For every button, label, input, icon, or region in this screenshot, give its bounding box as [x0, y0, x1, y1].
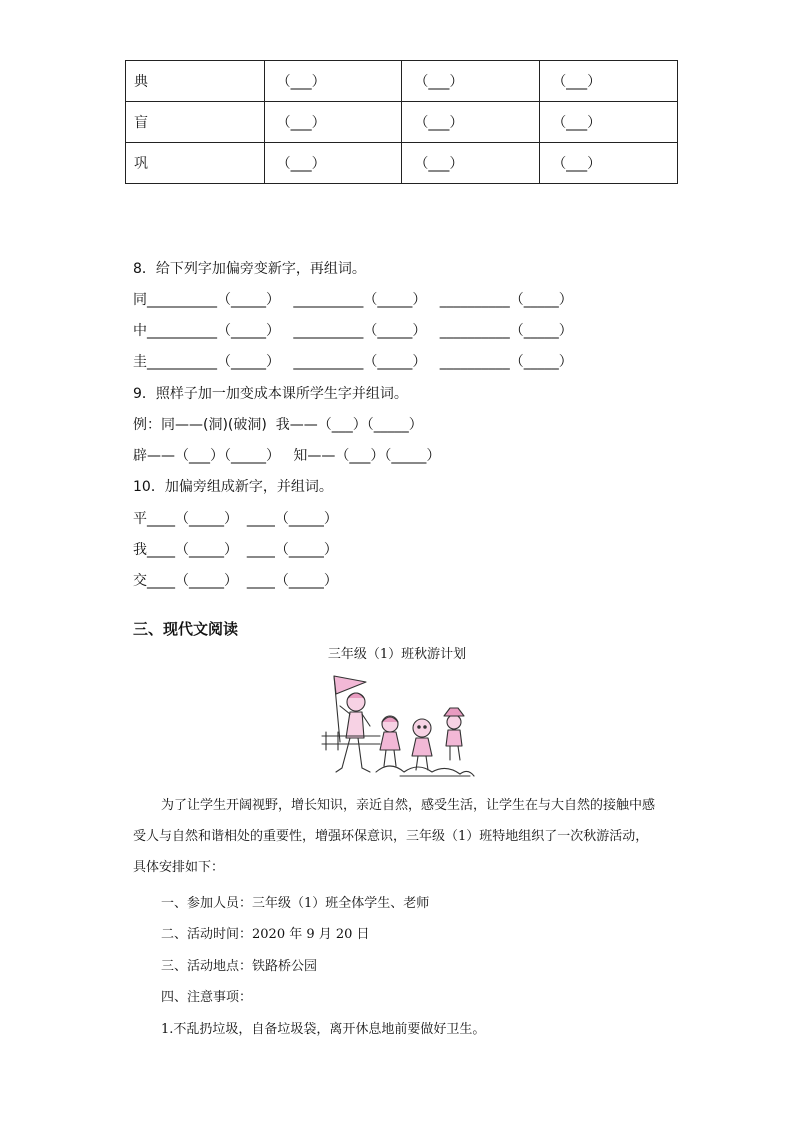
q9-row [133, 445, 440, 465]
table-row [126, 61, 678, 102]
q8-char: 同 [133, 292, 147, 308]
q10-blank[interactable]: ____ [246, 573, 275, 589]
answer-cell[interactable]: （___） [540, 102, 678, 143]
answer-cell[interactable]: （___） [264, 102, 402, 143]
answer-cell[interactable]: （___） [402, 143, 540, 184]
q10-row [133, 570, 338, 590]
q10-blank[interactable]: ____ [147, 573, 175, 589]
q8-paren[interactable]: （_____） [509, 292, 573, 308]
q9-example: 例：同——(洞)(破洞) [133, 417, 267, 433]
q8-paren[interactable]: （_____） [509, 354, 573, 370]
q8-paren[interactable]: （_____） [363, 292, 427, 308]
q8-char: 圭 [133, 354, 147, 370]
table-char: 典 [126, 61, 265, 102]
question-9-title: 9．照样子加一加变成本课所学生字并组词。 [133, 386, 408, 402]
answer-cell[interactable]: （___） [264, 143, 402, 184]
table-row [126, 102, 678, 143]
children-hiking-with-flag-icon [320, 672, 476, 784]
answer-cell[interactable]: （___） [540, 143, 678, 184]
q8-blank[interactable]: __________ [147, 323, 217, 339]
q8-blank[interactable]: __________ [147, 292, 217, 308]
q8-paren[interactable]: （_____） [217, 292, 280, 308]
question-10-title: 10．加偏旁组成新字，并组词。 [133, 479, 333, 495]
plan-item: 1.不乱扔垃圾，自备垃圾袋，离开休息地前要做好卫生。 [161, 1022, 486, 1037]
q10-paren[interactable]: （_____） [175, 542, 238, 558]
character-table [125, 60, 678, 184]
q8-paren[interactable]: （_____） [363, 323, 427, 339]
q10-blank[interactable]: ____ [147, 542, 175, 558]
q10-blank[interactable]: ____ [147, 511, 175, 527]
question-8-title: 8．给下列字加偏旁变新字，再组词。 [133, 261, 366, 277]
q8-row [133, 351, 573, 371]
plan-item: 三、活动地点：铁路桥公园 [161, 959, 318, 974]
table-row [126, 143, 678, 184]
q10-char: 平 [133, 511, 147, 527]
answer-cell[interactable]: （___） [540, 61, 678, 102]
q10-char: 我 [133, 542, 147, 558]
passage-title: 三年级（1）班秋游计划 [327, 647, 467, 662]
q10-row [133, 539, 338, 559]
q10-blank[interactable]: ____ [246, 511, 275, 527]
passage-paragraph: 为了让学生开阔视野，增长知识，亲近自然，感受生活，让学生在与大自然的接触中感受人与自然和谐相处的重要性，增强环保意识，三年级（1）班特地组织了一次秋游活动，具体安排如下： [133, 798, 656, 875]
plan-item: 一、参加人员：三年级（1）班全体学生、老师 [161, 896, 430, 911]
q10-paren[interactable]: （_____） [274, 511, 338, 527]
q8-row [133, 320, 573, 340]
q8-blank[interactable]: __________ [147, 354, 217, 370]
answer-cell[interactable]: （___） [264, 61, 402, 102]
answer-cell[interactable]: （___） [402, 102, 540, 143]
q8-row [133, 289, 573, 309]
passage-body [133, 790, 661, 883]
q8-char: 中 [133, 323, 147, 339]
table-char: 巩 [126, 143, 265, 184]
q8-paren[interactable]: （_____） [509, 323, 573, 339]
table-char: 盲 [126, 102, 265, 143]
section-heading: 三、现代文阅读 [133, 620, 239, 638]
plan-item: 四、注意事项： [161, 990, 253, 1005]
q8-blank[interactable]: __________ [439, 323, 510, 339]
q10-char: 交 [133, 573, 147, 589]
q9-row [133, 414, 423, 434]
plan-item: 二、活动时间：2020 年 9 月 20 日 [161, 927, 370, 942]
q8-blank[interactable]: __________ [439, 354, 510, 370]
q10-row [133, 508, 338, 528]
q9-item-wo[interactable]: 我——（___）（_____） [275, 417, 423, 433]
q9-item-pi[interactable]: 辟——（___）（_____） [133, 448, 280, 464]
q8-blank[interactable]: __________ [293, 323, 364, 339]
q8-blank[interactable]: __________ [439, 292, 510, 308]
answer-cell[interactable]: （___） [402, 61, 540, 102]
q10-paren[interactable]: （_____） [175, 573, 238, 589]
q8-paren[interactable]: （_____） [217, 323, 280, 339]
q10-paren[interactable]: （_____） [175, 511, 238, 527]
q8-paren[interactable]: （_____） [363, 354, 427, 370]
q8-blank[interactable]: __________ [293, 292, 364, 308]
q10-paren[interactable]: （_____） [274, 542, 338, 558]
q9-item-zhi[interactable]: 知——（___）（_____） [293, 448, 441, 464]
q10-blank[interactable]: ____ [246, 542, 275, 558]
q10-paren[interactable]: （_____） [274, 573, 338, 589]
q8-blank[interactable]: __________ [293, 354, 364, 370]
q8-paren[interactable]: （_____） [217, 354, 280, 370]
